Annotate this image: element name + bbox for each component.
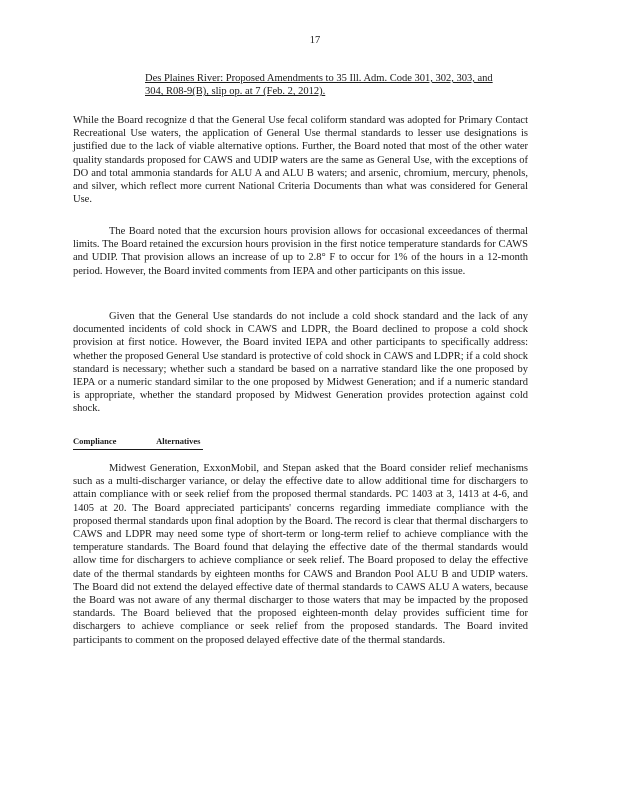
page-number: 17 [309,35,321,46]
citation-text: Des Plaines River: Proposed Amendments to 35 Ill. Adm. Code 301, 302, 303, and 304, R08-9(B), slip op. at 7 (Feb. 2, 2012). [145,73,493,98]
paragraph-cold-shock: Given that the General Use standards do not include a cold shock standard and the lack of any documented incidents of cold shock in CAWS and LDPR, the Board declined to propose a cold shock provision at first notice. However, the Board invited IEPA and other participants to specifically address: whether the proposed General Use standard is protective of cold shock in CAWS and LDPR; if a cold shock standard is necessary; whether such a standard be based on a narrative standard like the one proposed by IEPA or a numeric standard similar to the one proposed by Midwest Generation; and if a numeric standard is appropriate, whether the standard proposed by Midwest Generation provides protection against cold shock. [73,311,528,415]
section-heading: Compliance Alternatives [73,436,203,450]
paragraph-compliance-alternatives: Midwest Generation, ExxonMobil, and Stepan asked that the Board consider relief mechanisms such as a multi-discharger variance, or delay the effective date to allow additional time for dischargers to attain compliance with or seek relief from the proposed thermal standards. PC 1403 at 3, 1413 at 4-6, and 1405 at 20. The Board appreciated participants' concerns regarding immediate compliance with the proposed thermal standards upon final adoption by the Board. The record is clear that thermal dischargers to CAWS and LDPR may need some type of short-term or long-term relief to achieve compliance with the temperature standards. The Board found that delaying the effective date of the thermal standards would allow time for dischargers to achieve compliance or seek relief. The Board proposed to delay the effective date of the thermal standards by eighteen months for CAWS and Brandon Pool ALU B and UDIP waters. The Board did not extend the delayed effective date of thermal standards to CAWS ALU A waters, because the Board was not aware of any thermal discharger to those waters that may be impacted by the proposed standards. The Board believed that the proposed eighteen-month delay provides sufficient time for dischargers to achieve compliance or seek relief from the proposed standards. The Board invited participants to comment on the proposed delayed effective date of the thermal standards. [73,463,528,646]
paragraph-general-use-standards: While the Board recognize d that the General Use fecal coliform standard was adopted for Primary Contact Recreational Use waters, the application of General Use thermal standards to lesser use designations is justified due to the lack of viable alternative options. Further, the Board noted that most of the other water quality standards proposed for CAWS and UDIP waters are the same as General Use, with the exceptions of DO and total ammonia standards for ALU A and ALU B waters; and arsenic, chromium, mercury, phenols, and silver, which reflect more current National Criteria Documents than what was considered for General Use. [73,115,528,206]
paragraph-excursion-hours: The Board noted that the excursion hours provision allows for occasional exceedances of thermal limits. The Board retained the excursion hours provision in the first notice temperature standards for CAWS and UDIP. That provision allows an increase of up to 2.8° F to occur for 1% of the hours in a 12-month period. However, the Board invited comments from IEPA and other participants on this issue. [73,226,528,277]
